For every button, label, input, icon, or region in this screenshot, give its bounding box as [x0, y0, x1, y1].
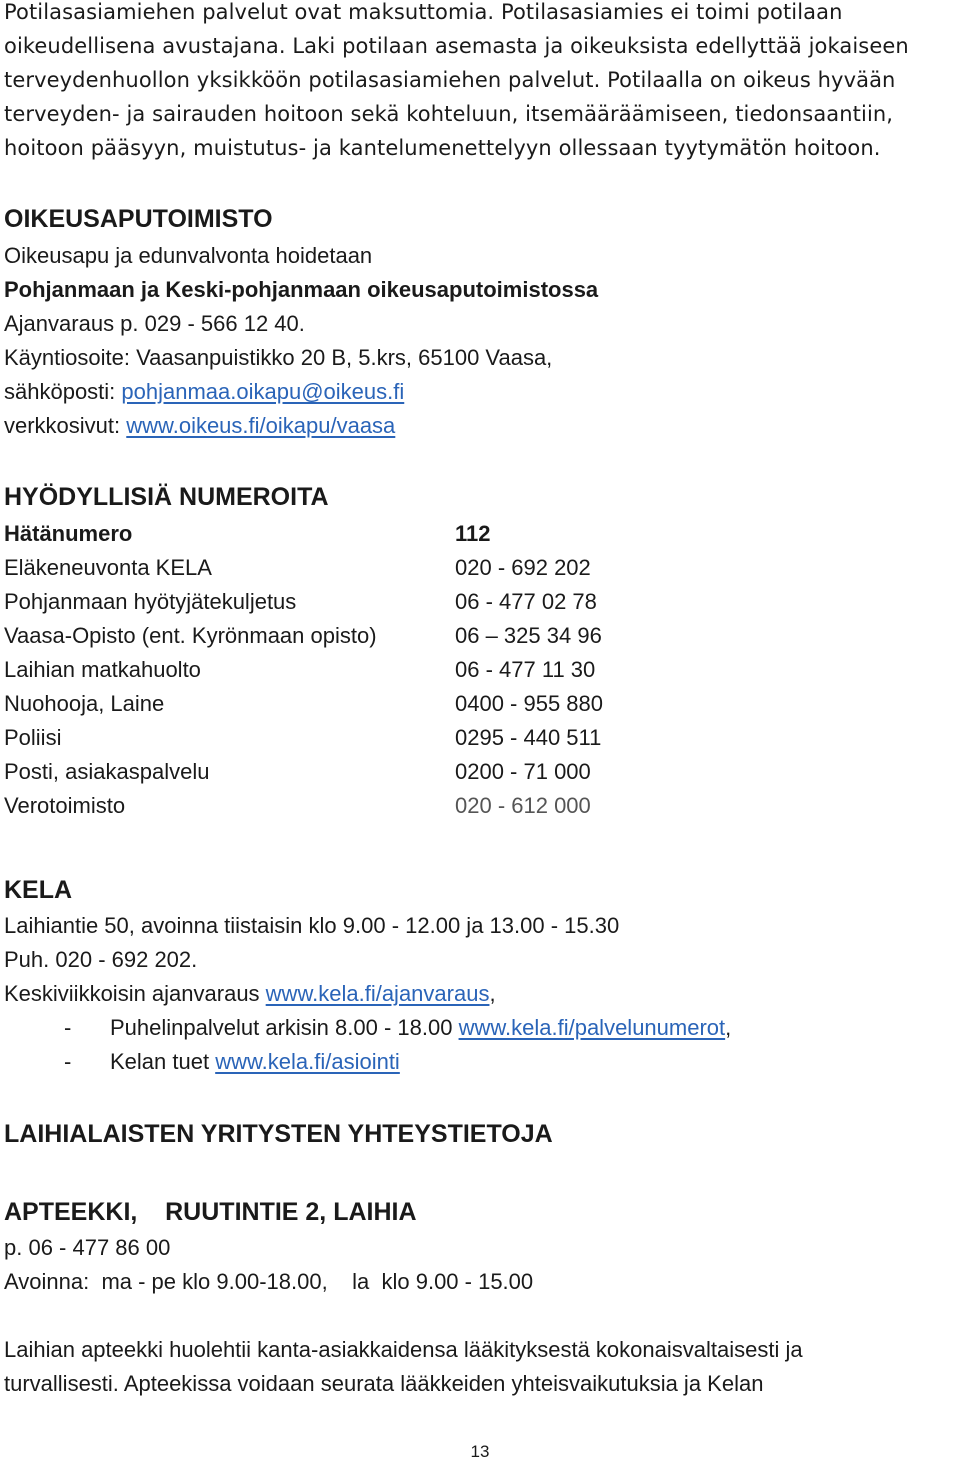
kela-phone-service-text: Puhelinpalvelut arkisin 8.00 - 18.00 — [110, 1015, 459, 1040]
legal-aid-email-row — [4, 379, 404, 405]
kela-benefits-text: Kelan tuet — [110, 1049, 216, 1074]
intro-line: terveyden- ja sairauden hoitoon sekä kohteluun, itsemääräämiseen, tiedonsaantiin, — [4, 102, 894, 126]
legal-aid-line: Oikeusapu ja edunvalvonta hoidetaan — [4, 243, 373, 268]
pharmacy-hours: Avoinna: ma - pe klo 9.00-18.00, la klo 9.00 - 15.00 — [4, 1269, 534, 1294]
number-row-name: Vaasa-Opisto (ent. Kyrönmaan opisto) — [4, 623, 377, 648]
legal-aid-appointment: Ajanvaraus p. 029 - 566 12 40. — [4, 311, 305, 336]
number-row-value: 020 - 692 202 — [455, 555, 591, 580]
intro-line: Potilasasiamiehen palvelut ovat maksuttomia. Potilasasiamies ei toimi potilaan — [4, 0, 843, 24]
number-row-name: Laihian matkahuolto — [4, 657, 201, 682]
bullet: - — [64, 1015, 72, 1040]
number-row-name: Verotoimisto — [4, 793, 126, 818]
kela-appointment-text: Keskiviikkoisin ajanvaraus — [4, 981, 266, 1006]
pharmacy-heading: APTEEKKI, RUUTINTIE 2, LAIHIA — [4, 1198, 417, 1226]
pharmacy-phone: p. 06 - 477 86 00 — [4, 1235, 171, 1260]
number-row-name: Hätänumero — [4, 521, 133, 546]
kela-phone-service-row — [64, 1015, 731, 1041]
number-row-value: 0400 - 955 880 — [455, 691, 604, 716]
number-row-value: 0295 - 440 511 — [455, 725, 602, 750]
number-row-value: 06 - 477 11 30 — [455, 657, 596, 682]
number-row-value: 020 - 612 000 — [455, 793, 591, 818]
kela-benefits-link[interactable]: www.kela.fi/asiointi — [215, 1049, 400, 1074]
number-row-value: 06 - 477 02 78 — [455, 589, 597, 614]
number-row-name: Posti, asiakaspalvelu — [4, 759, 210, 784]
email-link[interactable]: pohjanmaa.oikapu@oikeus.fi — [121, 379, 405, 404]
kela-heading: KELA — [4, 876, 73, 904]
intro-line: terveydenhuollon yksikköön potilasasiamiehen palvelut. Potilaalla on oikeus hyvään — [4, 68, 896, 92]
number-row-value: 0200 - 71 000 — [455, 759, 591, 784]
companies-heading: LAIHIALAISTEN YRITYSTEN YHTEYSTIETOJA — [4, 1120, 553, 1148]
intro-line: oikeudellisena avustajana. Laki potilaan asemasta ja oikeuksista edellyttää jokaiseen — [4, 34, 909, 58]
legal-aid-web-row — [4, 413, 395, 439]
punctuation: , — [725, 1015, 732, 1040]
bullet: - — [64, 1049, 72, 1074]
kela-appointment-link[interactable]: www.kela.fi/ajanvaraus — [265, 981, 490, 1006]
legal-aid-office: Pohjanmaan ja Keski-pohjanmaan oikeusaputoimistossa — [4, 277, 599, 302]
kela-hours: Laihiantie 50, avoinna tiistaisin klo 9.00 - 12.00 ja 13.00 - 15.30 — [4, 913, 620, 938]
number-row-name: Poliisi — [4, 725, 62, 750]
page-number: 13 — [470, 1442, 490, 1461]
web-label: verkkosivut: — [4, 413, 127, 438]
legal-aid-heading: OIKEUSAPUTOIMISTO — [4, 205, 273, 233]
number-row-value: 06 – 325 34 96 — [455, 623, 602, 648]
kela-phone-service-link[interactable]: www.kela.fi/palvelunumerot — [458, 1015, 726, 1040]
web-link[interactable]: www.oikeus.fi/oikapu/vaasa — [126, 413, 396, 438]
kela-benefits-row — [64, 1049, 400, 1075]
kela-appointment-row — [4, 981, 496, 1007]
number-row-name: Pohjanmaan hyötyjätekuljetus — [4, 589, 297, 614]
useful-numbers-heading: HYÖDYLLISIÄ NUMEROITA — [4, 483, 329, 511]
email-label: sähköposti: — [4, 379, 122, 404]
punctuation: , — [489, 981, 496, 1006]
pharmacy-text-line: turvallisesti. Apteekissa voidaan seurata lääkkeiden yhteisvaikutuksia ja Kelan — [4, 1371, 764, 1396]
intro-line: hoitoon pääsyyn, muistutus- ja kantelumenettelyyn ollessaan tyytymätön hoitoon. — [4, 136, 881, 160]
number-row-name: Nuohooja, Laine — [4, 691, 165, 716]
kela-phone: Puh. 020 - 692 202. — [4, 947, 198, 972]
number-row-value: 112 — [455, 521, 491, 546]
legal-aid-address: Käyntiosoite: Vaasanpuistikko 20 B, 5.krs, 65100 Vaasa, — [4, 345, 553, 370]
pharmacy-text-line: Laihian apteekki huolehtii kanta-asiakkaidensa lääkityksestä kokonaisvaltaisesti ja — [4, 1337, 803, 1362]
number-row-name: Eläkeneuvonta KELA — [4, 555, 212, 580]
